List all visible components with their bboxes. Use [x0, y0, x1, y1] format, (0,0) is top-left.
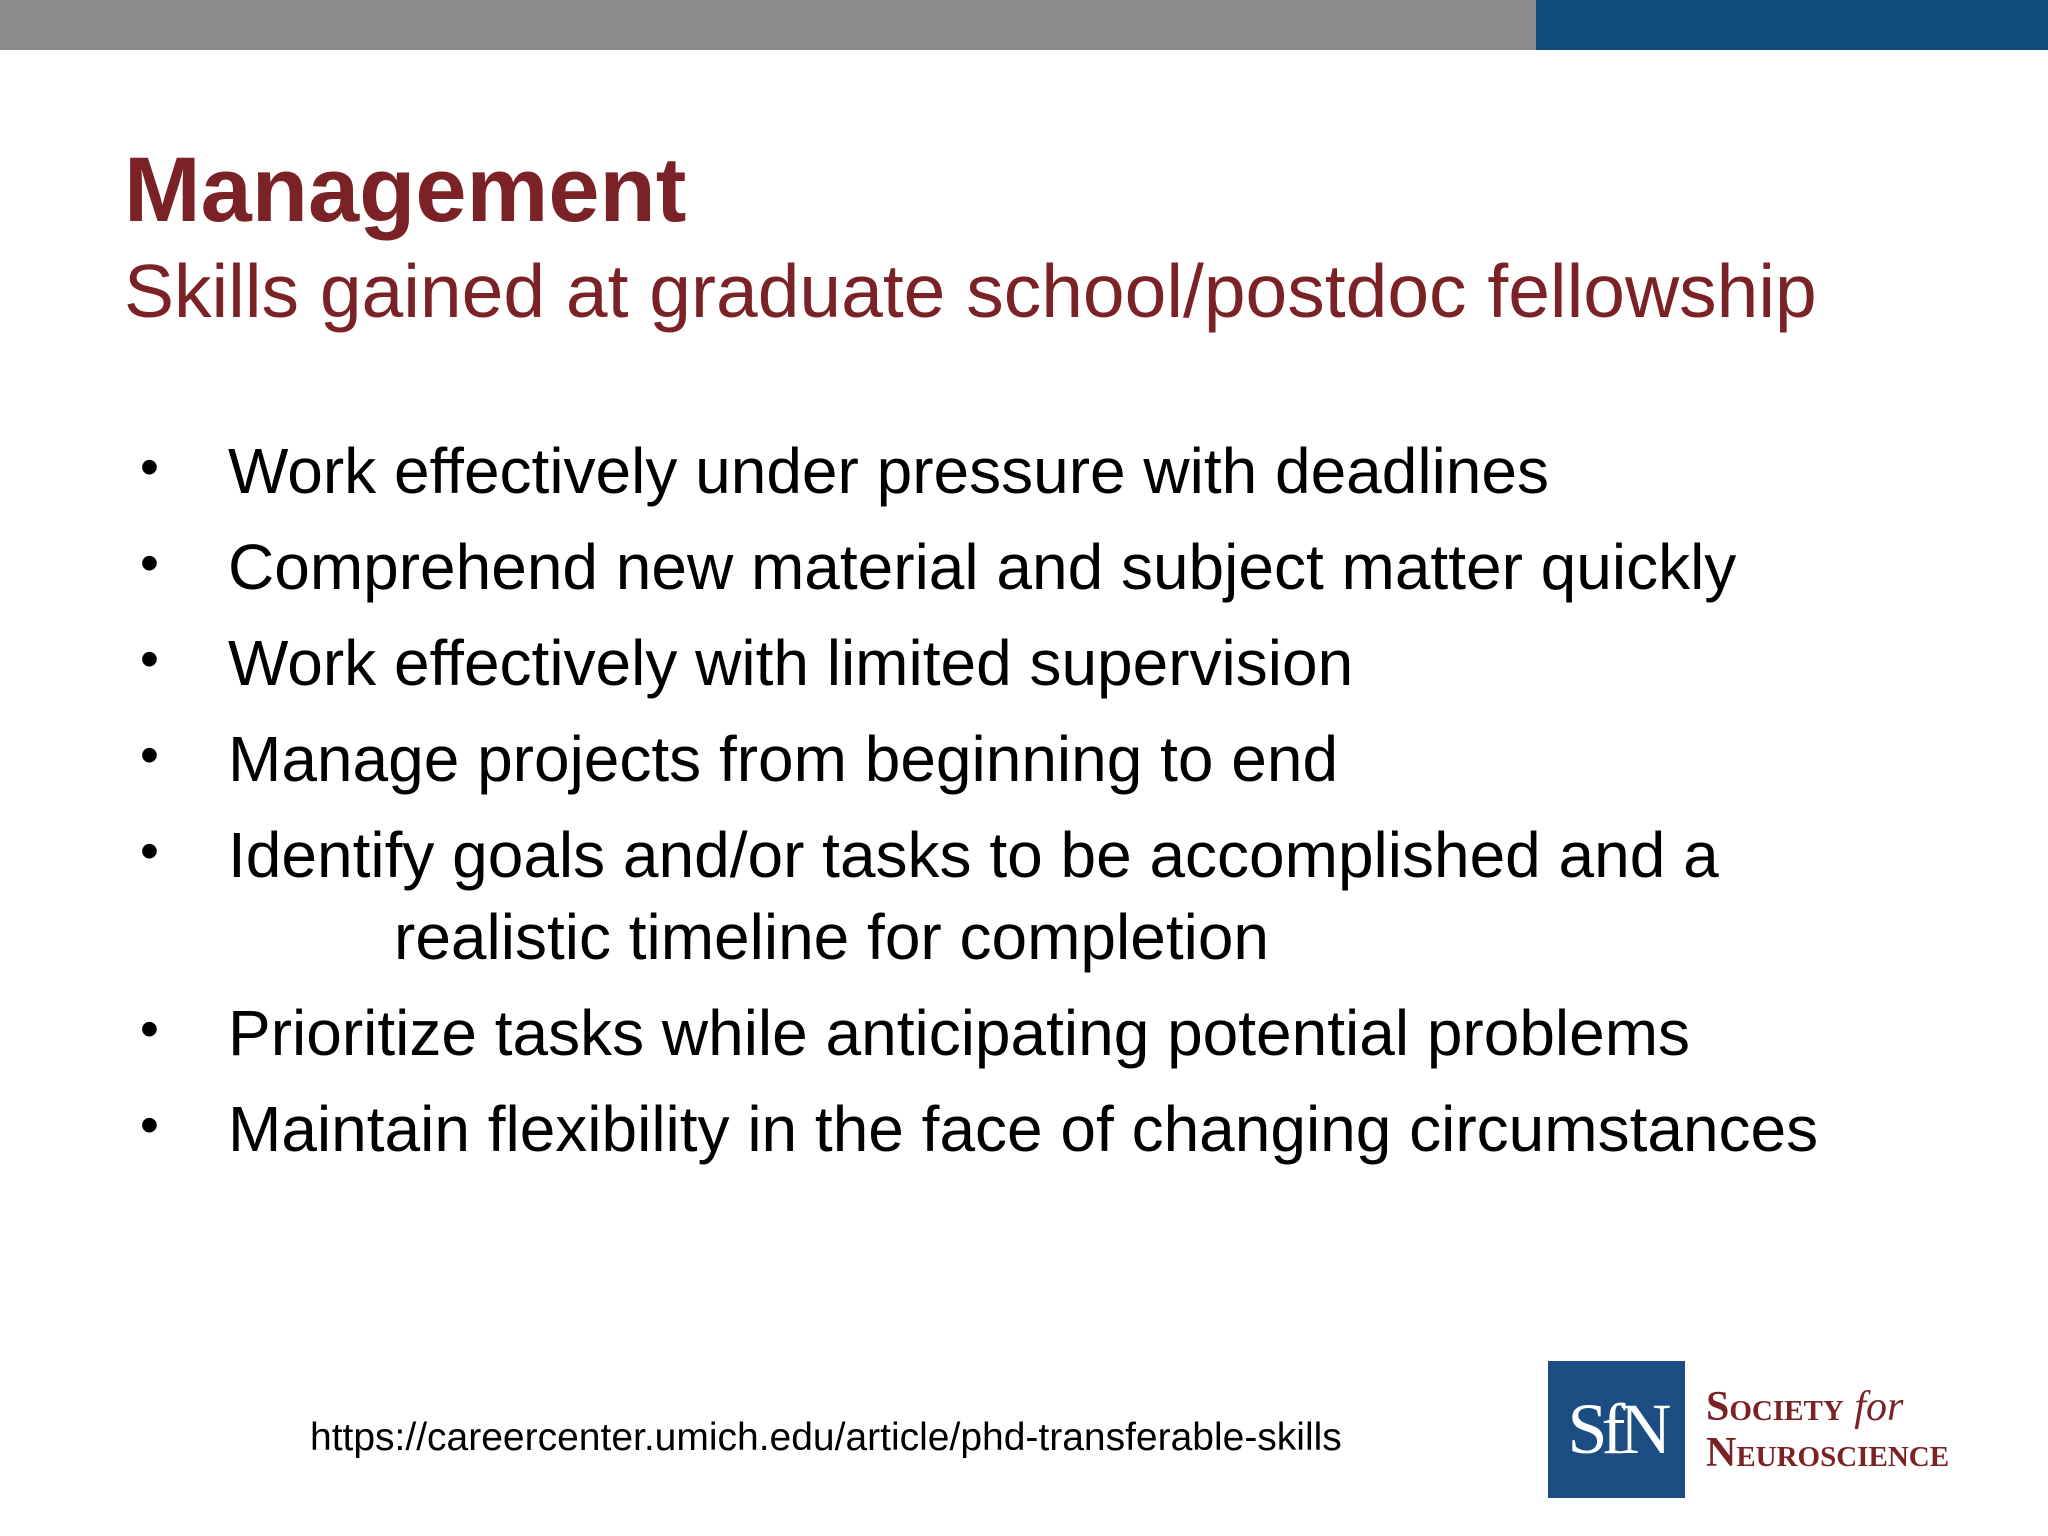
bullet-item: [140, 430, 2000, 512]
bullet-item: [140, 1088, 2000, 1170]
bullet-text: Identify goals and/or tasks to be accomplished and a: [228, 819, 1719, 891]
sfn-logo-wordmark: [1706, 1384, 1949, 1476]
top-bar-blue: [1536, 0, 2048, 50]
logo-society: Society: [1706, 1384, 1844, 1430]
bullet-text: Prioritize tasks while anticipating potential problems: [228, 997, 1691, 1069]
bullet-text: Comprehend new material and subject matter quickly: [228, 531, 1737, 603]
slide-subtitle: Skills gained at graduate school/postdoc fellowship: [124, 249, 1817, 333]
slide-title: Management: [124, 139, 687, 241]
top-bar-gray: [0, 0, 1536, 50]
logo-line-1: [1706, 1384, 1949, 1430]
bullet-text: Manage projects from beginning to end: [228, 723, 1339, 795]
logo-for: for: [1854, 1384, 1904, 1430]
bullet-item: [140, 622, 2000, 704]
logo-neuroscience: Neuroscience: [1706, 1430, 1950, 1476]
bullet-text: Work effectively with limited supervision: [228, 627, 1354, 699]
source-link[interactable]: https://careercenter.umich.edu/article/phd-transferable-skills: [310, 1416, 1342, 1459]
bullet-item: [140, 718, 2000, 800]
sfn-logo-mark: [1548, 1361, 1685, 1498]
bullet-list: [140, 430, 2000, 1184]
sfn-logo-letters: SfN: [1567, 1389, 1666, 1469]
bullet-continuation: realistic timeline for completion: [394, 901, 1269, 973]
bullet-item: [140, 526, 2000, 608]
bullet-item: [140, 814, 2000, 978]
bullet-item: [140, 992, 2000, 1074]
bullet-text: Work effectively under pressure with deadlines: [228, 435, 1549, 507]
bullet-text: Maintain flexibility in the face of changing circumstances: [228, 1093, 1819, 1165]
